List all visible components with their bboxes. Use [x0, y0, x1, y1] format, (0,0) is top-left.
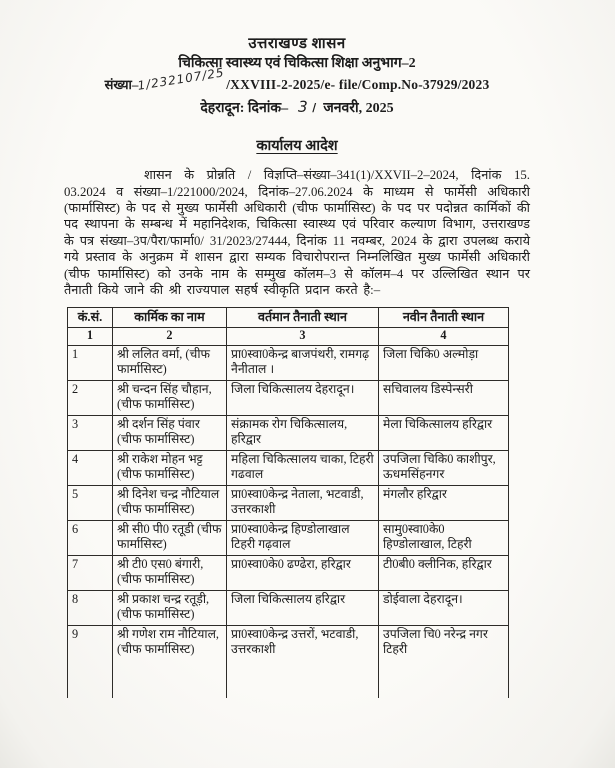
col-header-name: कार्मिक का नाम: [113, 307, 227, 328]
row-new-posting: सामु0स्वा0के0 हिण्डोलाखाल, टिहरी: [379, 520, 509, 555]
date-suffix: जनवरी, 2025: [323, 101, 394, 117]
table-row: [68, 520, 509, 555]
row-new-posting: मेला चिकित्सालय हरिद्वार: [379, 415, 509, 450]
order-heading: कार्यालय आदेश: [256, 138, 338, 155]
col-number-4: 4: [379, 328, 509, 346]
row-serial: 6: [68, 520, 113, 555]
posting-table-body: [68, 345, 509, 698]
table-row: [68, 380, 509, 415]
row-employee-name: श्री टी0 एस0 बंगारी, (चीफ फार्मासिस्ट): [113, 555, 227, 590]
row-serial: 4: [68, 450, 113, 485]
place-date-prefix: देहरादून: दिनांक–: [200, 101, 289, 117]
handwritten-ref-number: 1/232107/25: [136, 65, 226, 93]
row-current-posting: जिला चिकित्सालय हरिद्वार: [227, 590, 379, 625]
row-new-posting: जिला चिकि0 अल्मोड़ा: [379, 345, 509, 380]
row-employee-name: श्री गणेश राम नौटियाल, (चीफ फार्मासिस्ट): [113, 625, 227, 698]
row-employee-name: श्री चन्दन सिंह चौहान, (चीफ फार्मासिस्ट): [113, 380, 227, 415]
col-number-3: 3: [227, 328, 379, 346]
row-current-posting: प्रा0स्वा0के0 ढण्ढेरा, हरिद्वार: [227, 555, 379, 590]
body-paragraph: शासन के प्रोन्नति / विज्ञप्ति–संख्या–341(1)/XXVII–2–2024, दिनांक 15. 03.2024 व संख्या–1/221000/2024, दिनांक–27.06.2024 के माध्यम से फार्मेसी अधिकारी (फार्मासिस्ट) के पद से मुख्य फार्मेसी अधिकारी (चीफ फार्मासिस्ट) के पद पर पदोन्नत कार्मिकों की पद स्थापना के सम्बन्ध में महानिदेशक, चिकित्सा स्वास्थ्य एवं परिवार कल्याण विभाग, उत्तराखण्ड के पत्र संख्या–3प/पैरा/फार्मा0/ 31/2023/27444, दिनांक 11 नवम्बर, 2024 के द्वारा उपलब्ध कराये गये प्रस्ताव के अनुक्रम में शासन द्वारा सम्यक विचारोपरान्त निम्नलिखित मुख्य फार्मेसी अधिकारी (चीफ फार्मासिस्ट) को उनके नाम के सम्मुख कॉलम–3 से कॉलम–4 पर उल्लिखित स्थान पर तैनाती किये जाने की श्री राज्यपाल सहर्ष स्वीकृति प्रदान करते है:–: [64, 168, 530, 298]
row-serial: 1: [68, 345, 113, 380]
row-serial: 8: [68, 590, 113, 625]
place-date-line: [64, 97, 530, 119]
row-new-posting: मंगलौर हरिद्वार: [379, 485, 509, 520]
posting-table-head: [68, 307, 509, 345]
letterhead: [64, 34, 530, 119]
row-employee-name: श्री प्रकाश चन्द्र रतूड़ी, (चीफ फार्मासिस्ट): [113, 590, 227, 625]
row-new-posting: सचिवालय डिस्पेन्सरी: [379, 380, 509, 415]
table-row: [68, 625, 509, 698]
posting-table: [67, 307, 509, 698]
handwritten-date: 3।: [297, 98, 318, 117]
ref-number-printed: /XXVIII-2-2025/e- file/Comp.No-37929/2023: [226, 77, 490, 93]
row-current-posting: प्रा0स्वा0केन्द्र हिण्डोलाखाल टिहरी गढ़वाल: [227, 520, 379, 555]
table-row: [68, 590, 509, 625]
row-current-posting: प्रा0स्वा0केन्द्र बाजपंथरी, रामगढ़ नैनीताल ।: [227, 345, 379, 380]
government-title: उत्तराखण्ड शासन: [248, 36, 346, 52]
row-employee-name: श्री दिनेश चन्द्र नौटियाल (चीफ फार्मासिस्ट): [113, 485, 227, 520]
row-current-posting: प्रा0स्वा0केन्द्र नेताला, भटवाडी, उत्तरकाशी: [227, 485, 379, 520]
col-number-1: 1: [68, 328, 113, 346]
row-employee-name: श्री दर्शन सिंह पंवार (चीफ फार्मासिस्ट): [113, 415, 227, 450]
col-number-2: 2: [113, 328, 227, 346]
row-employee-name: श्री राकेश मोहन भट्ट (चीफ फार्मासिस्ट): [113, 450, 227, 485]
row-serial: 3: [68, 415, 113, 450]
row-serial: 5: [68, 485, 113, 520]
row-current-posting: संक्रामक रोग चिकित्सालय, हरिद्वार: [227, 415, 379, 450]
row-serial: 2: [68, 380, 113, 415]
reference-number-line: [64, 65, 530, 94]
row-employee-name: श्री ललित वर्मा, (चीफ फार्मासिस्ट): [113, 345, 227, 380]
row-employee-name: श्री सी0 पी0 रतूडी (चीफ फार्मासिस्ट): [113, 520, 227, 555]
posting-table-wrap: [67, 307, 530, 698]
document-content: [64, 34, 530, 698]
header-row: [68, 307, 509, 328]
col-header-current: वर्तमान तैनाती स्थान: [227, 307, 379, 328]
table-row: [68, 415, 509, 450]
row-new-posting: डोईवाला देहरादून।: [379, 590, 509, 625]
row-serial: 9: [68, 625, 113, 698]
table-row: [68, 555, 509, 590]
row-current-posting: प्रा0स्वा0केन्द्र उत्तरों, भटवाडी, उत्तरकाशी: [227, 625, 379, 698]
row-new-posting: उपजिला चिकि0 काशीपुर, ऊधमसिंहनगर: [379, 450, 509, 485]
row-new-posting: उपजिला चि0 नरेन्द्र नगर टिहरी: [379, 625, 509, 698]
row-new-posting: टी0बी0 क्लीनिक, हरिद्वार: [379, 555, 509, 590]
department-section-line: चिकित्सा स्वास्थ्य एवं चिकित्सा शिक्षा अनुभाग–2: [178, 56, 416, 72]
col-header-serial: कं.सं.: [68, 307, 113, 328]
ref-number-label: संख्या–: [104, 77, 139, 93]
row-serial: 7: [68, 555, 113, 590]
col-header-new: नवीन तैनाती स्थान: [379, 307, 509, 328]
table-row: [68, 485, 509, 520]
table-row: [68, 345, 509, 380]
column-number-row: [68, 328, 509, 346]
row-current-posting: जिला चिकित्सालय देहरादून।: [227, 380, 379, 415]
table-row: [68, 450, 509, 485]
row-current-posting: महिला चिकित्सालय चाका, टिहरी गढवाल: [227, 450, 379, 485]
